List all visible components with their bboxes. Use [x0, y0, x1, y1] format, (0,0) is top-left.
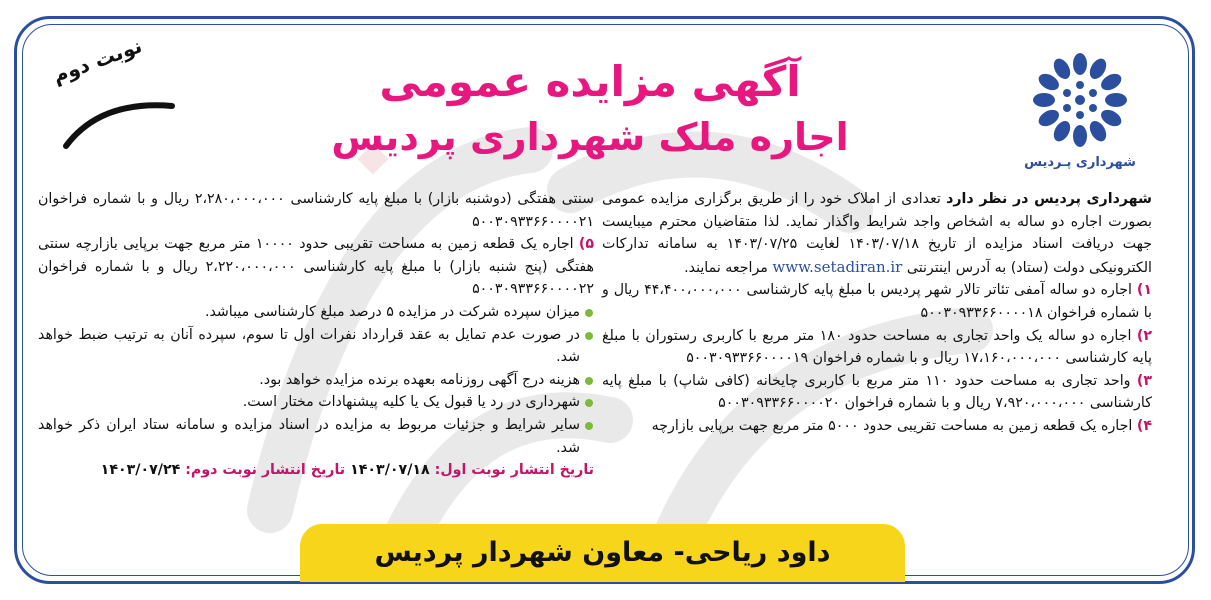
item-text: اجاره یک قطعه زمین به مساحت تقریبی حدود ۵۰۰۰ متر مربع جهت برپایی بازارچه: [651, 417, 1137, 434]
list-item: [38, 233, 594, 301]
second-date-label: تاریخ انتشار نوبت دوم:: [185, 462, 346, 479]
badge-swoosh-icon: [60, 92, 180, 152]
item-number: ۱): [1136, 282, 1152, 299]
list-item: [602, 415, 1152, 438]
list-item: [602, 370, 1152, 415]
signature-text: داود ریاحی- معاون شهردار پردیس: [374, 537, 831, 568]
intro-text: تعدادی از املاک خود را از طریق برگزاری مزایده عمومی بصورت اجاره دو ساله به اشخاص واجد شرایط واگذار نماید. لذا متقاضیان محترم میبایست جهت دریافت اسناد مزایده از تاریخ ۱۴۰۳/۰۷/۱۸ لغایت ۱۴۰۳/۰۷/۲۵ به سامانه تدارکات الکترونیکی دولت (ستاد) به آدرس اینترنتی: [602, 191, 1152, 276]
item-text: اجاره یک قطعه زمین به مساحت تقریبی حدود ۱۰۰۰۰ متر مربع جهت برپایی بازارچه سنتی هفتگی (پنج شنبه بازار) با مبلغ پایه کارشناسی ۲،۲۲۰،۰۰۰،۰۰۰ ریال و با شماره فراخوان ۵۰۰۳۰۹۳۳۶۶۰۰۰۰۲۲: [38, 236, 595, 298]
municipality-logo-icon: [1030, 50, 1130, 155]
list-item: [602, 325, 1152, 370]
round-badge: نوبت دوم: [49, 33, 146, 88]
intro-lead: شهرداری پردیس در نظر دارد: [946, 191, 1153, 207]
item-number: ۵): [578, 236, 595, 253]
second-date-value: ۱۴۰۳/۰۷/۲۴: [100, 462, 181, 479]
item-text: واحد تجاری به مساحت حدود ۱۱۰ متر مربع با کاربری چایخانه (کافی شاپ) با مبلغ پایه کارشناسی ۷،۹۲۰،۰۰۰،۰۰۰ ریال و با شماره فراخوان ۵۰۰۳۰۹۳۳۶۶۰۰۰۰۲۰: [602, 372, 1152, 412]
left-column: [38, 188, 594, 482]
first-date-value: ۱۴۰۳/۰۷/۱۸: [350, 462, 430, 479]
note-item: هزینه درج آگهی روزنامه بعهده برنده مزایده خواهد بود.: [38, 369, 594, 392]
note-item: میزان سپرده شرکت در مزایده ۵ درصد مبلغ کارشناسی میباشد.: [38, 301, 594, 324]
note-item: شهرداری در رد یا قبول یک یا کلیه پیشنهادات مختار است.: [38, 391, 594, 414]
intro-paragraph: [602, 188, 1152, 279]
item-number: ۲): [1136, 327, 1153, 344]
item4-continuation: سنتی هفتگی (دوشنبه بازار) با مبلغ پایه کارشناسی ۲،۲۸۰،۰۰۰،۰۰۰ ریال و با شماره فراخوان ۵۰۰۳۰۹۳۳۶۶۰۰۰۰۲۱: [38, 191, 594, 230]
note-item: سایر شرایط و جزئیات مربوط به مزایده در اسناد مزایده و سامانه ستاد ایران ذکر خواهد شد.: [38, 414, 594, 459]
note-item: در صورت عدم تمایل به عقد قرارداد نفرات اول تا سوم، سپرده آنان به ترتیب ضبط خواهد شد.: [38, 324, 594, 369]
item-text: اجاره دو ساله یک واحد تجاری به مساحت حدود ۱۸۰ متر مربع با کاربری رستوران با مبلغ پایه کارشناسی ۱۷،۱۶۰،۰۰۰،۰۰۰ ریال و با شماره فراخوان ۵۰۰۳۰۹۳۳۶۶۰۰۰۰۱۹: [602, 327, 1152, 367]
intro-text-after: مراجعه نمایند.: [684, 259, 773, 276]
right-column: [602, 188, 1152, 438]
publication-dates: [38, 459, 594, 482]
item-number: ۴): [1136, 417, 1152, 434]
ad-subtitle: اجاره ملک شهرداری پردیس: [331, 115, 849, 159]
item-number: ۳): [1136, 372, 1152, 389]
website-link[interactable]: www.setadiran.ir: [772, 257, 903, 276]
item-text: اجاره دو ساله آمفی تئاتر تالار شهر پردیس با مبلغ پایه کارشناسی ۴۴،۴۰۰،۰۰۰،۰۰۰ ریال و با شماره فراخوان ۵۰۰۳۰۹۳۳۶۶۰۰۰۰۱۸: [602, 282, 1152, 321]
notes-list: [38, 301, 594, 459]
list-item: [602, 279, 1152, 324]
first-date-label: تاریخ انتشار نوبت اول:: [434, 462, 594, 479]
ad-title: آگهی مزایده عمومی: [379, 57, 801, 106]
logo-caption: شهرداری پـردیس: [1024, 155, 1136, 170]
